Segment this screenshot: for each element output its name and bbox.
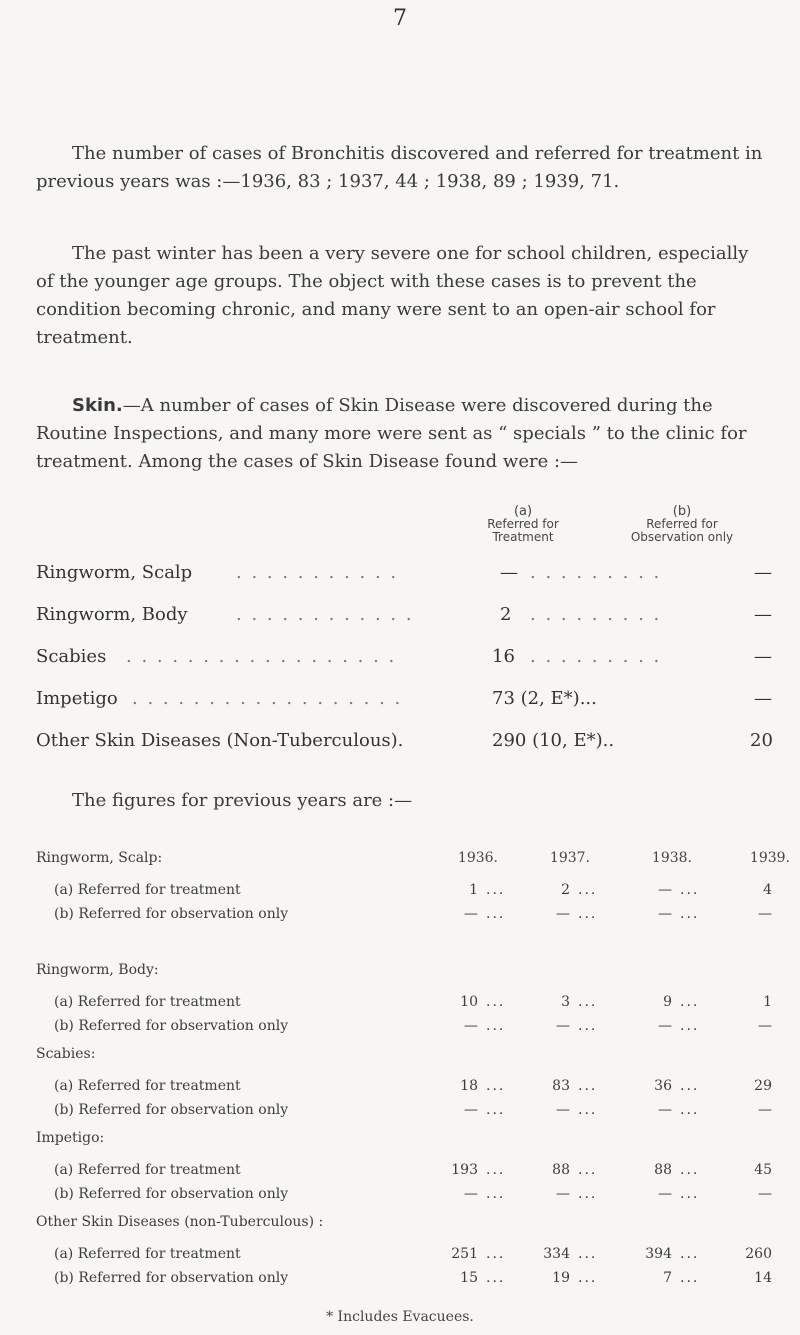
leader-dots: ...: [680, 1018, 700, 1034]
leader-dots: ...: [578, 1162, 598, 1178]
prev-row-label-a: (a) Referred for treatment: [54, 882, 241, 898]
prev-value: 334: [543, 1246, 570, 1262]
prev-value: —: [464, 906, 478, 922]
skin-paragraph: [36, 392, 766, 476]
year-header: 1939.: [749, 850, 790, 866]
prev-value: —: [658, 1102, 672, 1118]
year-header: 1937.: [549, 850, 590, 866]
leader-dots: ...: [680, 1186, 700, 1202]
leader-dots: ...: [578, 1102, 598, 1118]
prev-title: Ringworm, Scalp:: [36, 850, 163, 866]
leader-dots: ...: [578, 994, 598, 1010]
skin-row-label: Scabies: [36, 646, 107, 667]
prev-value: —: [758, 1018, 772, 1034]
skin-row-a: 290 (10, E*)..: [492, 730, 615, 751]
prev-value: —: [758, 1102, 772, 1118]
col-a-label2: Treatment: [492, 530, 554, 544]
leader-dots: . . . . . . . . . . .: [236, 562, 399, 583]
prev-row-label-a: (a) Referred for treatment: [54, 1078, 241, 1094]
footnote: * Includes Evacuees.: [326, 1309, 474, 1325]
prev-value: 1: [763, 994, 772, 1010]
prev-value: 3: [561, 994, 570, 1010]
prev-value: —: [658, 1186, 672, 1202]
prev-value: 2: [561, 882, 570, 898]
leader-dots: ...: [578, 1018, 598, 1034]
prev-value: 4: [763, 882, 772, 898]
col-b-label1: Referred for: [646, 517, 718, 531]
previous-intro: The figures for previous years are :—: [72, 790, 413, 811]
skin-row-label: Impetigo: [36, 688, 118, 709]
prev-value: 15: [460, 1270, 478, 1286]
prev-value: —: [556, 1102, 570, 1118]
skin-row-b: —: [754, 688, 772, 709]
prev-value: 88: [654, 1162, 672, 1178]
prev-value: 10: [460, 994, 478, 1010]
prev-row-label-a: (a) Referred for treatment: [54, 994, 241, 1010]
bronchitis-paragraph: The number of cases of Bronchitis discovered and referred for treatment in previous years was :—1936, 83 ; 1937, 44 ; 1938, 89 ; 1939, 71.: [36, 143, 763, 192]
prev-value: 1: [469, 882, 478, 898]
prev-row-label-b: (b) Referred for observation only: [54, 1186, 289, 1202]
col-b-header: [612, 505, 752, 544]
leader-dots: ...: [578, 1246, 598, 1262]
col-a-label1: Referred for: [487, 517, 559, 531]
leader-dots: ...: [486, 1018, 506, 1034]
prev-value: —: [758, 1186, 772, 1202]
col-b-label2: Observation only: [630, 530, 734, 544]
prev-value: —: [658, 906, 672, 922]
prev-value: 260: [745, 1246, 772, 1262]
prev-row-label-a: (a) Referred for treatment: [54, 1162, 241, 1178]
leader-dots: ...: [680, 1270, 700, 1286]
prev-value: 193: [451, 1162, 478, 1178]
skin-text: —A number of cases of Skin Disease were discovered during the Routine Inspections, and many more were sent as “ specials ” to the clinic for treatment. Among the cases of Skin Disease found were :—: [36, 395, 747, 472]
page-number: 7: [393, 6, 407, 31]
leader-dots: ...: [680, 1246, 700, 1262]
prev-value: —: [464, 1102, 478, 1118]
leader-dots: ...: [486, 1078, 506, 1094]
skin-heading: Skin.: [72, 395, 123, 416]
leader-dots: ...: [578, 882, 598, 898]
year-header: 1936.: [457, 850, 498, 866]
prev-value: —: [464, 1018, 478, 1034]
prev-value: 251: [451, 1246, 478, 1262]
leader-dots: ...: [578, 1186, 598, 1202]
prev-title: Other Skin Diseases (non-Tuberculous) :: [36, 1214, 324, 1230]
year-header: 1938.: [651, 850, 692, 866]
winter-paragraph: The past winter has been a very severe one for school children, especially of the younger age groups. The object with these cases is to prevent the condition becoming chronic, and many were sent to an open-air school for treatment.: [36, 243, 749, 348]
leader-dots: ...: [486, 994, 506, 1010]
prev-value: 36: [654, 1078, 672, 1094]
prev-value: 18: [460, 1078, 478, 1094]
prev-value: 9: [663, 994, 672, 1010]
prev-value: —: [658, 882, 672, 898]
leader-dots: . . . . . . . . . . . .: [236, 604, 414, 625]
leader-dots: ...: [680, 1102, 700, 1118]
prev-row-label-b: (b) Referred for observation only: [54, 906, 289, 922]
leader-dots: ...: [486, 1102, 506, 1118]
leader-dots: . . . . . . . . .: [530, 562, 662, 583]
skin-row-a: —: [500, 562, 518, 583]
skin-row-b: —: [754, 562, 772, 583]
prev-value: 88: [552, 1162, 570, 1178]
skin-row-b: 20: [750, 730, 773, 751]
prev-title: Scabies:: [36, 1046, 96, 1062]
col-a-header: [458, 505, 588, 544]
prev-value: 19: [552, 1270, 570, 1286]
prev-row-label-a: (a) Referred for treatment: [54, 1246, 241, 1262]
leader-dots: ...: [486, 1246, 506, 1262]
prev-value: 394: [645, 1246, 672, 1262]
prev-value: —: [658, 1018, 672, 1034]
leader-dots: ...: [486, 906, 506, 922]
prev-value: —: [556, 906, 570, 922]
leader-dots: ...: [680, 882, 700, 898]
prev-value: 83: [552, 1078, 570, 1094]
leader-dots: ...: [486, 882, 506, 898]
skin-row-b: —: [754, 604, 772, 625]
skin-row-label: Other Skin Diseases (Non-Tuberculous).: [36, 730, 404, 751]
leader-dots: . . . . . . . . .: [530, 604, 662, 625]
prev-row-label-b: (b) Referred for observation only: [54, 1102, 289, 1118]
leader-dots: ...: [486, 1162, 506, 1178]
col-a-letter: (a): [513, 504, 533, 519]
leader-dots: . . . . . . . . .: [530, 646, 662, 667]
leader-dots: ...: [680, 994, 700, 1010]
leader-dots: ...: [486, 1270, 506, 1286]
prev-title: Impetigo:: [36, 1130, 105, 1146]
skin-row-a: 2: [500, 604, 512, 625]
skin-row-b: —: [754, 646, 772, 667]
leader-dots: . . . . . . . . . . . . . . . . . .: [132, 688, 403, 709]
col-b-letter: (b): [672, 504, 692, 519]
prev-value: 14: [754, 1270, 772, 1286]
prev-row-label-b: (b) Referred for observation only: [54, 1270, 289, 1286]
prev-value: 45: [754, 1162, 772, 1178]
prev-value: —: [464, 1186, 478, 1202]
leader-dots: ...: [680, 1078, 700, 1094]
leader-dots: ...: [578, 906, 598, 922]
leader-dots: ...: [680, 1162, 700, 1178]
prev-value: —: [758, 906, 772, 922]
prev-value: —: [556, 1186, 570, 1202]
leader-dots: ...: [680, 906, 700, 922]
skin-row-label: Ringworm, Body: [36, 604, 188, 625]
prev-value: —: [556, 1018, 570, 1034]
prev-row-label-b: (b) Referred for observation only: [54, 1018, 289, 1034]
leader-dots: ...: [578, 1078, 598, 1094]
skin-row-a: 16: [492, 646, 515, 667]
skin-row-label: Ringworm, Scalp: [36, 562, 193, 583]
skin-row-a: 73 (2, E*)...: [492, 688, 597, 709]
leader-dots: ...: [486, 1186, 506, 1202]
prev-value: 7: [663, 1270, 672, 1286]
prev-title: Ringworm, Body:: [36, 962, 159, 978]
leader-dots: . . . . . . . . . . . . . . . . . .: [126, 646, 397, 667]
prev-value: 29: [754, 1078, 772, 1094]
leader-dots: ...: [578, 1270, 598, 1286]
